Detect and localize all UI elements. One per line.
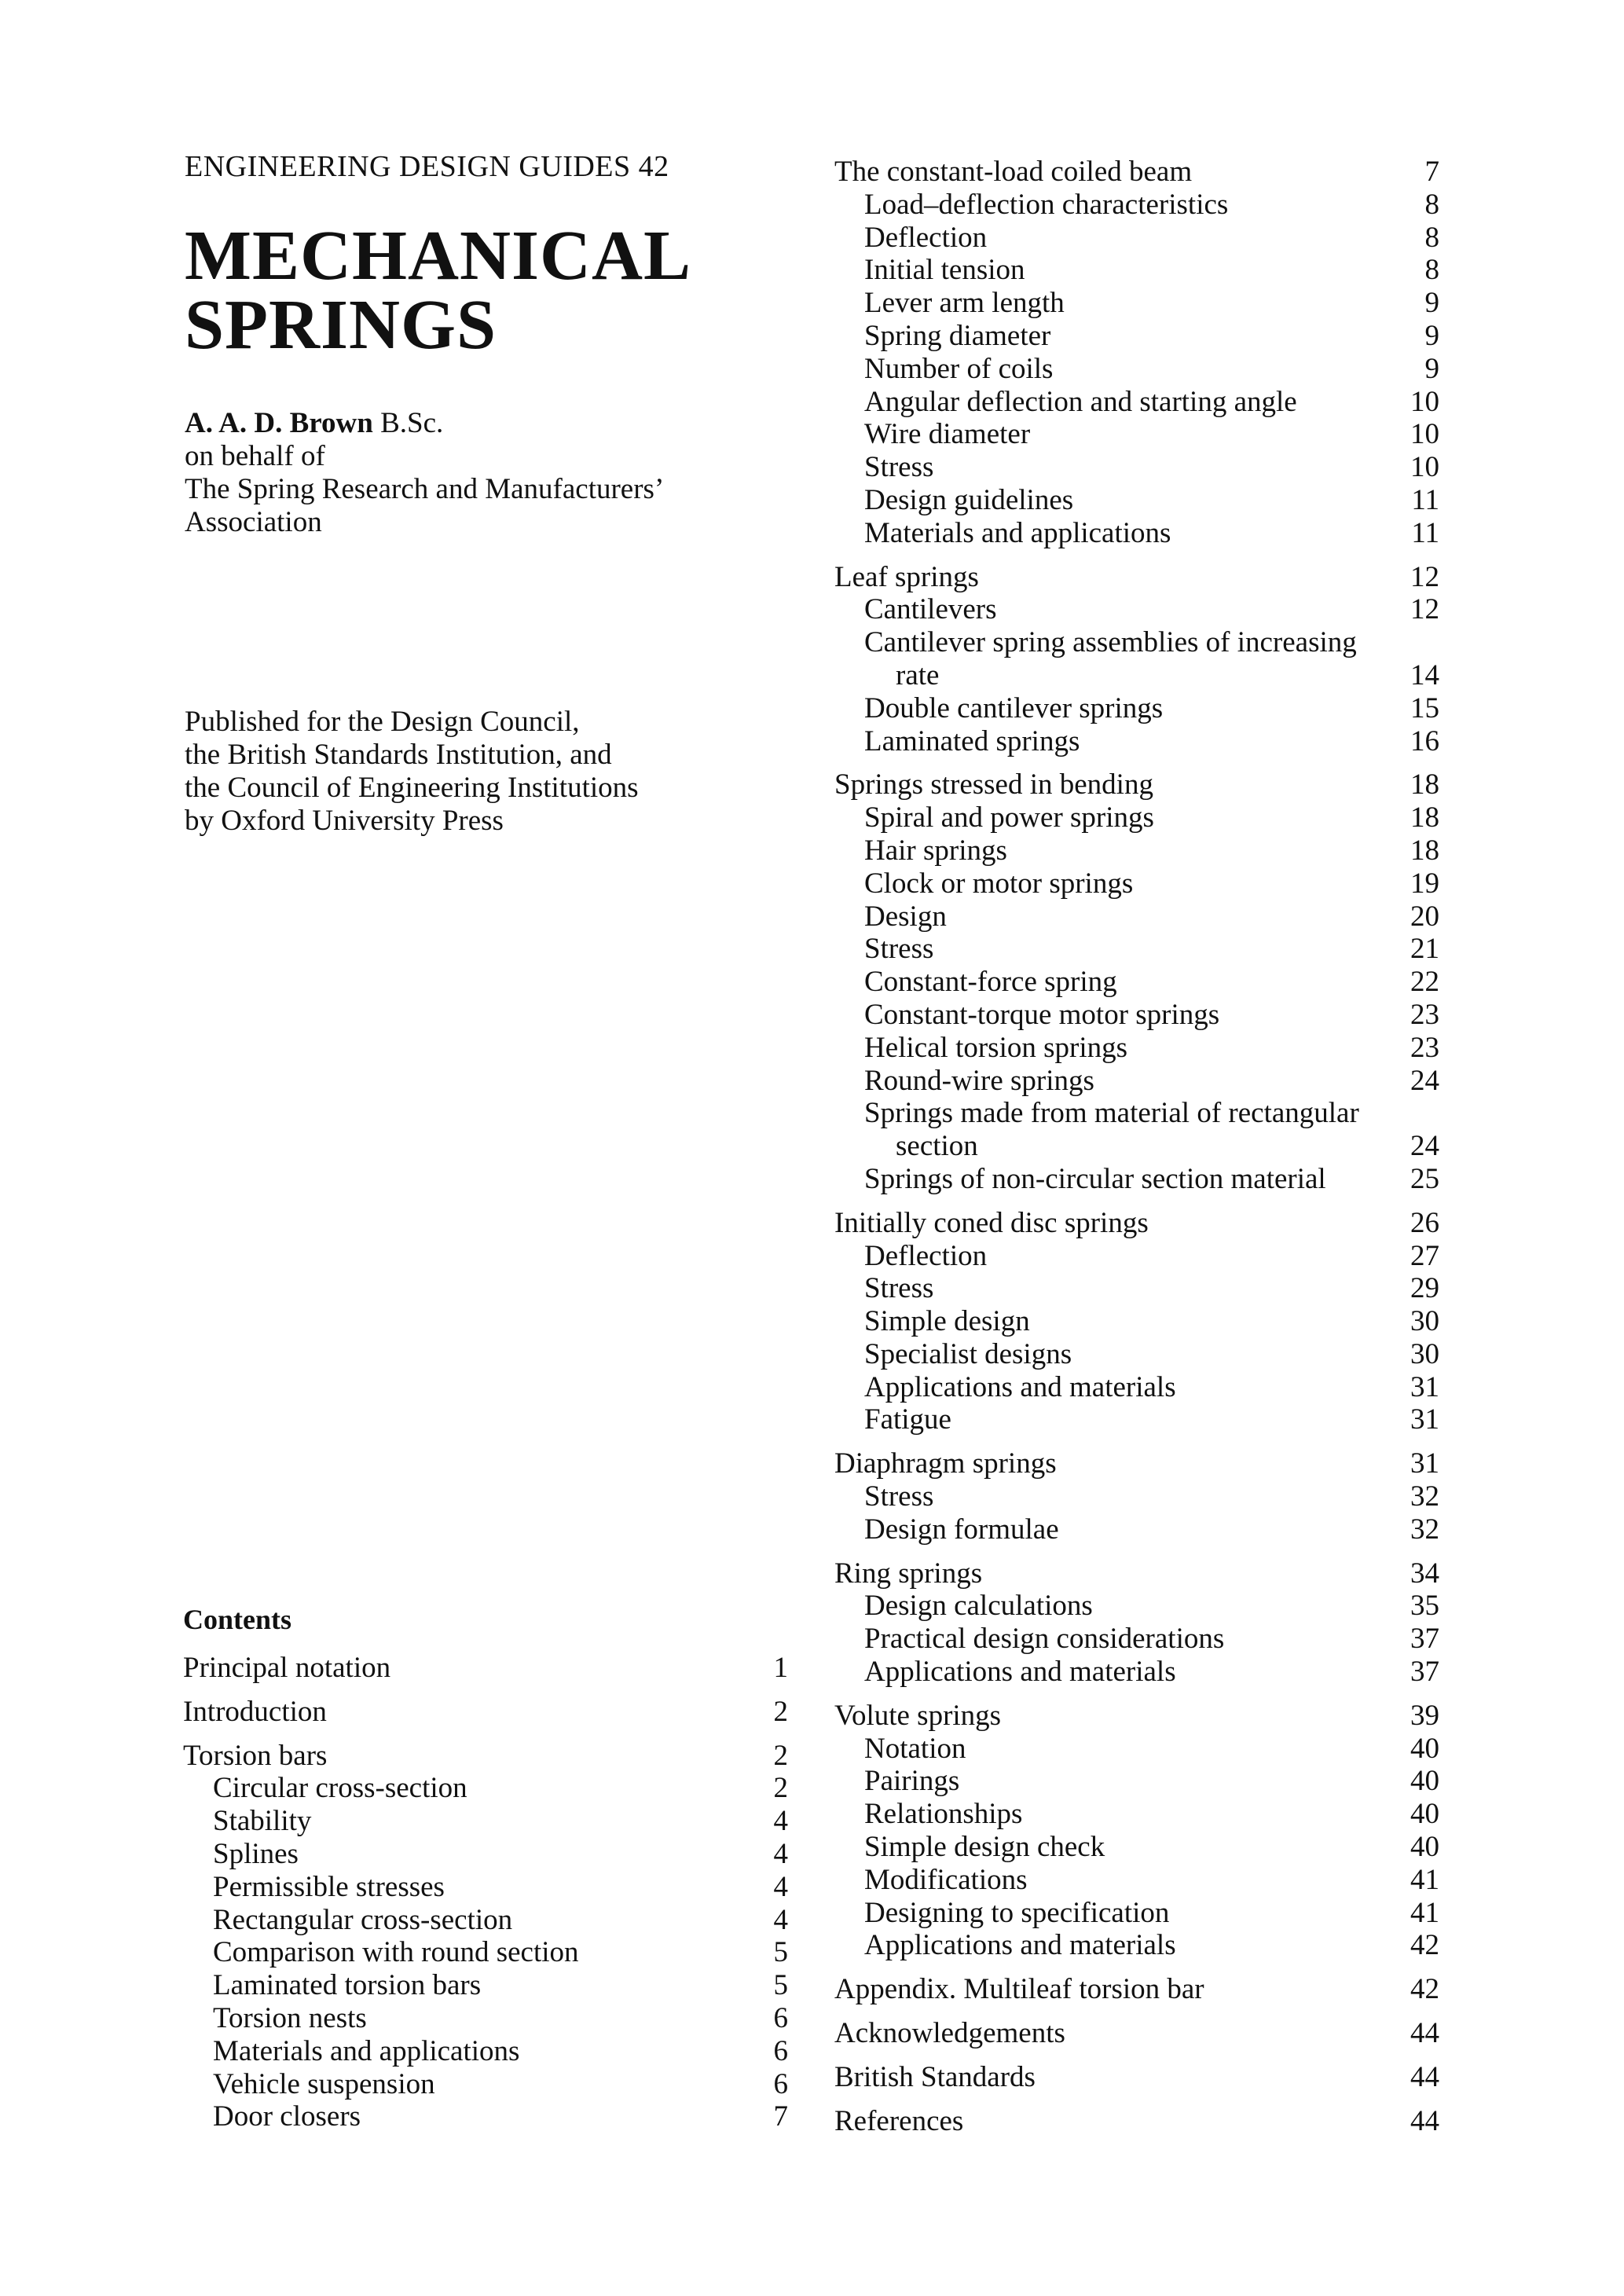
toc-entry	[834, 1207, 1439, 1240]
toc-entry-page: 12	[1410, 560, 1439, 593]
toc-entry	[183, 1969, 788, 2002]
toc-entry-title: Design guidelines	[864, 483, 1074, 516]
toc-entry-page: 24	[1410, 1064, 1439, 1097]
toc-group	[834, 2105, 1439, 2138]
author-affiliation-line: The Spring Research and Manufacturers’	[185, 473, 665, 505]
toc-entry	[183, 1696, 788, 1729]
toc-entry-page: 27	[1410, 1239, 1439, 1272]
toc-entry	[834, 320, 1439, 353]
toc-group	[183, 1740, 788, 2134]
toc-entry	[834, 1897, 1439, 1930]
toc-entry-title: Clock or motor springs	[864, 867, 1134, 900]
toc-entry-title: Design	[864, 900, 947, 933]
toc-group	[183, 1696, 788, 1729]
toc-entry	[834, 1513, 1439, 1546]
toc-entry	[834, 1371, 1439, 1404]
toc-entry-page: 4	[773, 1805, 788, 1838]
toc-entry-title: Deflection	[864, 1239, 988, 1272]
toc-entry-page: 24	[1410, 1130, 1439, 1163]
toc-entry	[834, 2061, 1439, 2094]
toc-entry-title: Vehicle suspension	[213, 2067, 435, 2100]
toc-entry-page: 14	[1410, 658, 1439, 691]
toc-entry-page: 20	[1410, 900, 1439, 933]
toc-entry	[834, 386, 1439, 419]
toc-entry-page: 4	[773, 1870, 788, 1903]
toc-entry-page: 6	[773, 2001, 788, 2034]
toc-entry-page: 11	[1411, 483, 1439, 516]
toc-entry-title: Applications and materials	[864, 1656, 1176, 1689]
toc-entry-title: Initially coned disc springs	[834, 1206, 1149, 1239]
toc-entry	[183, 1805, 788, 1838]
toc-entry-page: 5	[773, 1969, 788, 2002]
toc-entry-page: 9	[1424, 287, 1439, 320]
toc-entry-page: 9	[1424, 319, 1439, 352]
toc-entry	[834, 1097, 1439, 1130]
toc-entry-title: Practical design considerations	[864, 1623, 1225, 1656]
toc-entry	[834, 1973, 1439, 2006]
toc-entry-page: 23	[1410, 1031, 1439, 1064]
toc-entry-page: 42	[1410, 1929, 1439, 1962]
toc-entry-page: 19	[1410, 867, 1439, 900]
title-block	[185, 149, 790, 539]
toc-entry-page: 4	[773, 1837, 788, 1870]
toc-entry	[834, 418, 1439, 451]
toc-entry	[183, 1936, 788, 1969]
toc-group	[834, 156, 1439, 550]
toc-entry-page: 34	[1410, 1557, 1439, 1590]
toc-entry-title: Cantilever spring assemblies of increasing	[864, 626, 1357, 659]
toc-entry	[834, 1733, 1439, 1766]
toc-entry	[834, 1623, 1439, 1656]
toc-entry-title: Hair springs	[864, 834, 1007, 867]
toc-entry	[834, 933, 1439, 966]
toc-entry	[834, 1480, 1439, 1513]
toc-entry	[834, 254, 1439, 287]
toc-entry-title: Design formulae	[864, 1513, 1059, 1546]
toc-entry	[834, 2017, 1439, 2050]
toc-entry	[183, 1772, 788, 1805]
toc-entry-page: 32	[1410, 1513, 1439, 1546]
toc-entry	[834, 1305, 1439, 1338]
toc-entry-title: Volute springs	[834, 1699, 1002, 1732]
toc-entry	[834, 189, 1439, 222]
toc-entry-page: 31	[1410, 1370, 1439, 1403]
toc-entry-title: Laminated torsion bars	[213, 1969, 482, 2002]
toc-entry-title: Stability	[213, 1805, 312, 1838]
book-title-line: MECHANICAL	[185, 217, 692, 295]
toc-entry-title: Modifications	[864, 1863, 1028, 1896]
toc-entry-title: Number of coils	[864, 352, 1054, 385]
toc-entry-title: Applications and materials	[864, 1370, 1176, 1403]
toc-entry-page: 18	[1410, 834, 1439, 867]
toc-entry-page: 41	[1410, 1896, 1439, 1929]
toc-entry	[834, 867, 1439, 900]
book-title	[185, 217, 790, 364]
toc-entry-title: Lever arm length	[864, 287, 1065, 320]
toc-entry-page: 16	[1410, 724, 1439, 757]
publisher-line: the British Standards Institution, and	[185, 739, 612, 771]
toc-group	[834, 1447, 1439, 1546]
toc-group	[834, 2017, 1439, 2050]
toc-entry-title: Cantilevers	[864, 593, 997, 626]
toc-entry-page: 23	[1410, 998, 1439, 1031]
toc-entry-title: Notation	[864, 1732, 966, 1765]
toc-entry-title: Round-wire springs	[864, 1064, 1094, 1097]
toc-entry	[183, 1652, 788, 1685]
toc-entry-page: 6	[773, 2034, 788, 2067]
toc-entry-page: 6	[773, 2067, 788, 2100]
toc-entry	[834, 1557, 1439, 1590]
toc-left-column	[183, 1652, 788, 2144]
toc-entry	[834, 1929, 1439, 1962]
toc-group	[834, 561, 1439, 758]
toc-entry-page: 4	[773, 1903, 788, 1936]
toc-entry	[834, 659, 1439, 692]
toc-entry-page: 37	[1410, 1623, 1439, 1656]
toc-entry-title: Leaf springs	[834, 560, 979, 593]
toc-group	[834, 1700, 1439, 1962]
toc-entry-title: Relationships	[864, 1798, 1023, 1831]
toc-entry-page: 42	[1410, 1973, 1439, 2006]
toc-entry	[834, 626, 1439, 659]
toc-entry	[834, 900, 1439, 933]
toc-entry	[834, 1163, 1439, 1196]
toc-entry-page: 41	[1410, 1863, 1439, 1896]
toc-entry-page: 2	[773, 1695, 788, 1728]
author-degree: B.Sc.	[380, 407, 444, 439]
toc-group	[183, 1652, 788, 1685]
toc-entry-page: 10	[1410, 385, 1439, 418]
toc-entry-title: Introduction	[183, 1695, 327, 1728]
toc-entry-page: 7	[773, 2100, 788, 2133]
toc-entry	[834, 1590, 1439, 1623]
toc-entry-title: Constant-force spring	[864, 966, 1117, 999]
toc-entry-title: Spiral and power springs	[864, 801, 1154, 834]
toc-entry-title: Applications and materials	[864, 1929, 1176, 1962]
toc-entry-page: 5	[773, 1936, 788, 1969]
author-affiliation-line: on behalf of	[185, 440, 325, 472]
toc-entry-page: 21	[1410, 933, 1439, 966]
toc-entry	[834, 1338, 1439, 1371]
toc-entry	[834, 999, 1439, 1032]
toc-entry	[834, 287, 1439, 320]
toc-entry	[834, 1272, 1439, 1305]
toc-entry	[834, 1831, 1439, 1864]
toc-entry-title: Door closers	[213, 2100, 361, 2133]
toc-entry-title: Springs stressed in bending	[834, 768, 1153, 801]
toc-entry-page: 31	[1410, 1447, 1439, 1480]
toc-entry-page: 40	[1410, 1732, 1439, 1765]
book-title-line: SPRINGS	[185, 286, 497, 364]
toc-entry-page: 37	[1410, 1656, 1439, 1689]
toc-entry-title: Ring springs	[834, 1557, 983, 1590]
toc-entry-page: 39	[1410, 1699, 1439, 1732]
toc-entry-page: 18	[1410, 801, 1439, 834]
toc-entry-title: References	[834, 2104, 964, 2137]
toc-entry-title: Permissible stresses	[213, 1870, 445, 1903]
toc-entry-page: 44	[1410, 2017, 1439, 2050]
toc-entry	[183, 2002, 788, 2035]
toc-entry-page: 15	[1410, 691, 1439, 724]
toc-entry	[183, 1904, 788, 1937]
toc-entry	[183, 2100, 788, 2133]
toc-entry-page: 29	[1410, 1272, 1439, 1305]
toc-entry	[834, 1240, 1439, 1273]
toc-entry	[834, 1765, 1439, 1798]
toc-entry-page: 31	[1410, 1403, 1439, 1436]
author-line	[185, 407, 790, 440]
toc-entry	[834, 834, 1439, 867]
toc-entry-title: Stress	[864, 451, 934, 484]
toc-entry	[834, 1798, 1439, 1831]
toc-entry-title: Rectangular cross-section	[213, 1903, 513, 1936]
toc-entry-title: The constant-load coiled beam	[834, 156, 1193, 188]
toc-entry	[834, 353, 1439, 386]
toc-entry-page: 22	[1410, 966, 1439, 999]
toc-entry-page: 12	[1410, 593, 1439, 626]
toc-entry-page: 2	[773, 1739, 788, 1772]
toc-entry-page: 44	[1410, 2060, 1439, 2093]
toc-entry	[834, 1700, 1439, 1733]
toc-entry-title: Springs made from material of rectangular	[864, 1097, 1359, 1130]
toc-entry-page: 35	[1410, 1590, 1439, 1623]
toc-entry	[834, 1656, 1439, 1689]
toc-entry-page: 18	[1410, 768, 1439, 801]
toc-entry	[834, 725, 1439, 758]
toc-entry-title: Materials and applications	[213, 2034, 520, 2067]
toc-entry-page: 44	[1410, 2104, 1439, 2137]
toc-entry-page: 11	[1411, 516, 1439, 549]
toc-entry	[834, 1032, 1439, 1065]
toc-entry	[834, 156, 1439, 189]
toc-entry-title: Torsion bars	[183, 1739, 328, 1772]
toc-entry-title: Principal notation	[183, 1652, 391, 1684]
toc-entry-title: Designing to specification	[864, 1896, 1170, 1929]
publisher-line: the Council of Engineering Institutions	[185, 772, 639, 804]
toc-entry	[834, 966, 1439, 999]
toc-entry	[834, 801, 1439, 834]
toc-entry	[834, 561, 1439, 594]
contents-heading: Contents	[183, 1604, 292, 1635]
toc-entry-title: Pairings	[864, 1765, 960, 1798]
toc-entry-page: 40	[1410, 1765, 1439, 1798]
toc-entry-title: British Standards	[834, 2060, 1036, 2093]
toc-entry-title: Stress	[864, 933, 934, 966]
toc-entry-title: Simple design check	[864, 1831, 1105, 1864]
toc-entry-page: 8	[1424, 254, 1439, 287]
toc-entry	[834, 692, 1439, 725]
toc-group	[834, 1557, 1439, 1689]
toc-right-column	[834, 156, 1439, 2148]
author-affiliation-line: Association	[185, 506, 322, 538]
toc-entry	[834, 593, 1439, 626]
toc-entry-title: Angular deflection and starting angle	[864, 385, 1297, 418]
toc-entry-title: Acknowledgements	[834, 2017, 1065, 2050]
toc-entry	[834, 2105, 1439, 2138]
toc-group	[834, 1973, 1439, 2006]
toc-entry-title: Fatigue	[864, 1403, 951, 1436]
toc-entry-page: 8	[1424, 188, 1439, 221]
toc-entry	[834, 451, 1439, 484]
toc-entry-page: 2	[773, 1772, 788, 1805]
author-name: A. A. D. Brown	[185, 407, 373, 439]
toc-entry-page: 9	[1424, 352, 1439, 385]
toc-entry	[834, 1403, 1439, 1436]
publisher-note	[185, 706, 782, 838]
toc-entry-title: Stress	[864, 1480, 934, 1513]
toc-entry	[183, 1740, 788, 1773]
toc-entry-title: Laminated springs	[864, 724, 1080, 757]
toc-entry-title: Springs of non-circular section material	[864, 1162, 1326, 1195]
toc-group	[834, 2061, 1439, 2094]
publisher-line: Published for the Design Council,	[185, 706, 580, 738]
toc-entry	[834, 1065, 1439, 1098]
publisher-line: by Oxford University Press	[185, 805, 504, 837]
toc-entry	[834, 484, 1439, 517]
toc-entry	[834, 1130, 1439, 1163]
toc-entry-page: 30	[1410, 1305, 1439, 1338]
toc-entry-page: 10	[1410, 418, 1439, 451]
toc-entry-title: Constant-torque motor springs	[864, 998, 1220, 1031]
toc-entry-page: 40	[1410, 1798, 1439, 1831]
toc-entry-title: Diaphragm springs	[834, 1447, 1057, 1480]
toc-entry-page: 32	[1410, 1480, 1439, 1513]
toc-entry-page: 40	[1410, 1831, 1439, 1864]
toc-entry	[834, 1447, 1439, 1480]
toc-entry-title: Load–deflection characteristics	[864, 188, 1229, 221]
toc-entry	[183, 2035, 788, 2068]
toc-entry	[834, 1864, 1439, 1897]
toc-entry	[183, 1871, 788, 1904]
toc-entry-title: Torsion nests	[213, 2001, 367, 2034]
toc-entry	[834, 222, 1439, 255]
toc-entry-title: Spring diameter	[864, 319, 1051, 352]
toc-entry-title: Deflection	[864, 221, 988, 254]
toc-entry-title: Circular cross-section	[213, 1772, 467, 1805]
toc-entry-title: Design calculations	[864, 1590, 1093, 1623]
toc-entry	[834, 517, 1439, 550]
toc-entry-page: 8	[1424, 221, 1439, 254]
toc-entry-page: 1	[773, 1652, 788, 1684]
toc-entry-title: Comparison with round section	[213, 1936, 579, 1969]
toc-group	[834, 768, 1439, 1195]
toc-entry-title: Stress	[864, 1272, 934, 1305]
toc-entry-page: 10	[1410, 451, 1439, 484]
toc-entry	[183, 2068, 788, 2101]
toc-group	[834, 1207, 1439, 1437]
toc-entry-title: Appendix. Multileaf torsion bar	[834, 1973, 1204, 2006]
series-label: ENGINEERING DESIGN GUIDES 42	[185, 150, 669, 183]
toc-entry-title: Simple design	[864, 1305, 1030, 1338]
toc-entry-title: Initial tension	[864, 254, 1025, 287]
toc-entry-title: Materials and applications	[864, 516, 1171, 549]
toc-entry-title: Splines	[213, 1837, 299, 1870]
toc-entry-page: 25	[1410, 1162, 1439, 1195]
toc-entry-title: Helical torsion springs	[864, 1031, 1128, 1064]
toc-entry-title: rate	[896, 658, 940, 691]
toc-entry-page: 26	[1410, 1206, 1439, 1239]
toc-entry	[183, 1838, 788, 1871]
toc-entry	[834, 768, 1439, 801]
toc-entry-page: 30	[1410, 1337, 1439, 1370]
toc-entry-title: Specialist designs	[864, 1337, 1072, 1370]
toc-entry-title: section	[896, 1130, 978, 1163]
toc-entry-title: Double cantilever springs	[864, 691, 1164, 724]
author-block	[185, 407, 790, 539]
toc-entry-title: Wire diameter	[864, 418, 1031, 451]
toc-entry-page: 7	[1424, 156, 1439, 188]
